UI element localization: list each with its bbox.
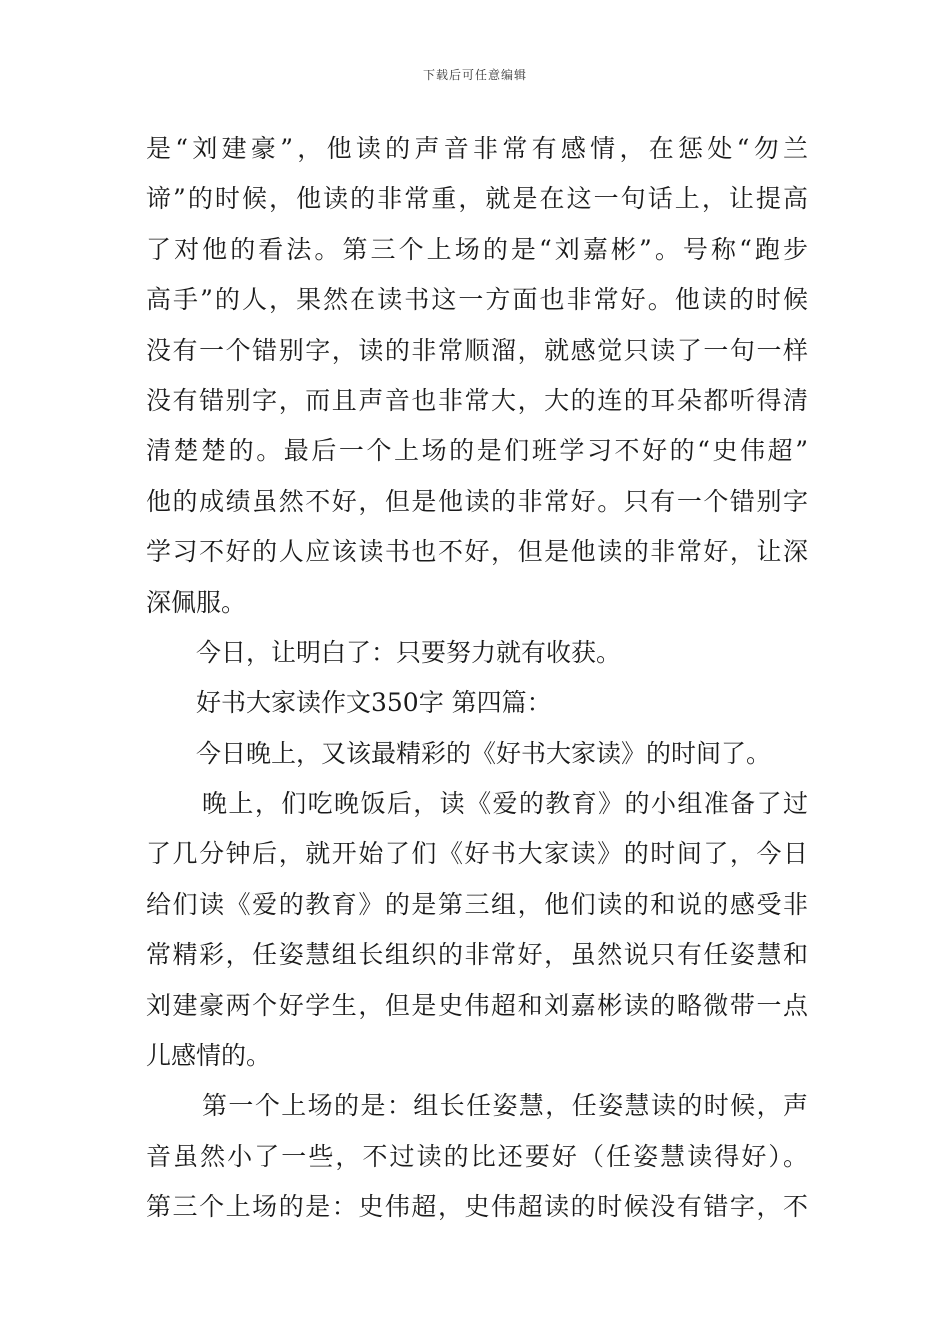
text-line: 高手”的人，果然在读书这一方面也非常好。他读的时候 [146,285,808,315]
text-line: 给们读《爱的教育》的是第三组，他们读的和说的感受非 [146,889,808,919]
text-line: 第三个上场的是：史伟超，史伟超读的时候没有错字，不 [146,1192,808,1222]
text-line: 晚上，们吃晚饭后，读《爱的教育》的小组准备了过 [202,789,808,819]
text-line: 是“刘建豪”，他读的声音非常有感情，在惩处“勿兰 [146,134,808,163]
text-line: 没有一个错别字，读的非常顺溜，就感觉只读了一句一样 [146,335,808,365]
section-title: 好书大家读作文350字 第四篇： [196,688,552,718]
text-line: 清楚楚的。最后一个上场的是们班学习不好的“史伟超” [146,436,808,466]
text-line: 学习不好的人应该读书也不好，但是他读的非常好，让深 [146,537,808,567]
document-body [146,124,808,1233]
text-line: 常精彩，任姿慧组长组织的非常好，虽然说只有任姿慧和 [146,940,808,970]
text-line: 深佩服。 [146,587,247,617]
text-line: 今日晚上，又该最精彩的《好书大家读》的时间了。 [196,738,772,768]
text-line: 音虽然小了一些，不过读的比还要好（任姿慧读得好）。 [146,1141,808,1171]
text-line: 了对他的看法。第三个上场的是“刘嘉彬”。号称“跑步 [146,234,808,264]
text-line: 了几分钟后，就开始了们《好书大家读》的时间了，今日 [146,839,808,869]
text-line: 他的成绩虽然不好，但是他读的非常好。只有一个错别字 [146,486,808,516]
text-line: 刘建豪两个好学生，但是史伟超和刘嘉彬读的略微带一点 [146,990,808,1020]
text-line: 今日，让明白了：只要努力就有收获。 [196,637,622,667]
text-line: 儿感情的。 [146,1041,272,1071]
page-header: 下载后可任意编辑 [422,68,527,82]
text-line: 没有错别字，而且声音也非常大，大的连的耳朵都听得清 [146,385,808,415]
text-line: 第一个上场的是：组长任姿慧，任姿慧读的时候，声 [202,1091,808,1121]
text-line: 谛”的时候，他读的非常重，就是在这一句话上，让提高 [146,184,808,214]
